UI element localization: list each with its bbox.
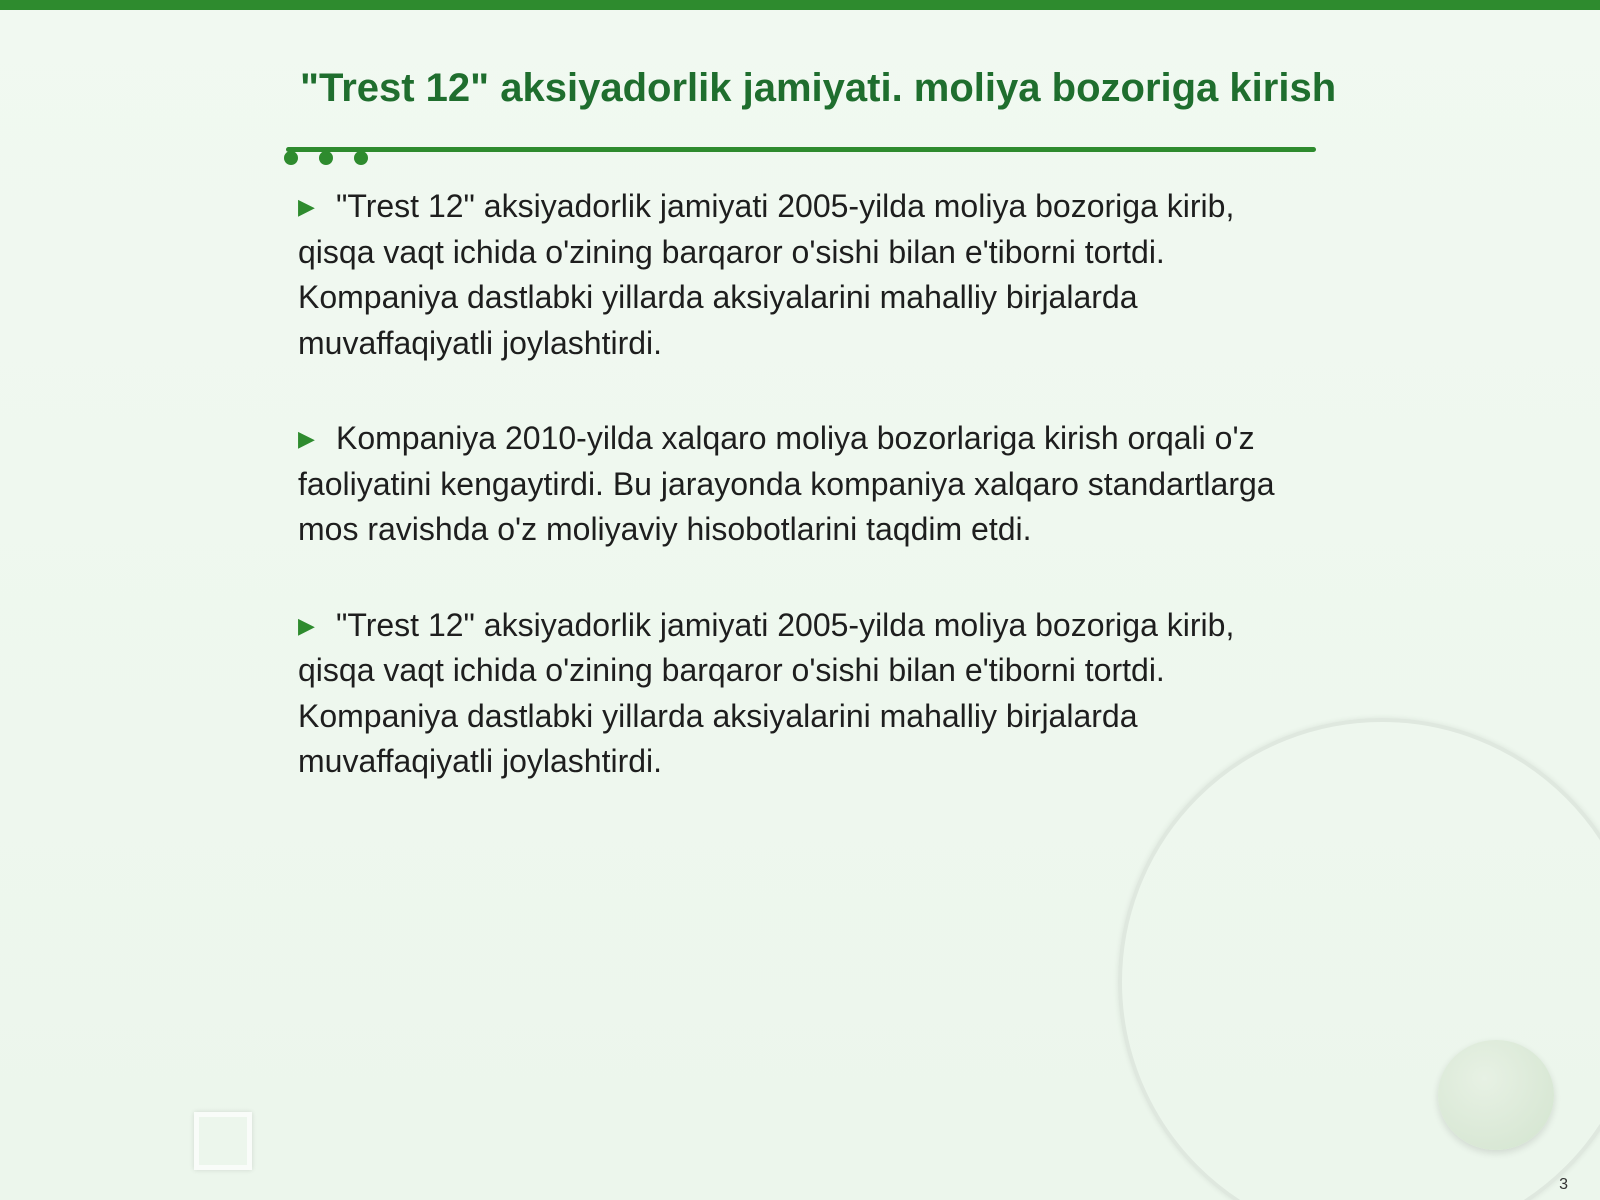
underline-dot-icon — [319, 151, 333, 165]
bullet-item — [298, 416, 1298, 553]
bullet-text: Kompaniya 2010-yilda xalqaro moliya bozorlariga kirish orqali o'z faoliyatini kengaytirdi. Bu jarayonda kompaniya xalqaro standartlarga mos ravishda o'z moliyaviy hisobotlarini taqdim etdi. — [298, 420, 1275, 547]
page-number: 3 — [1559, 1176, 1568, 1193]
bullet-text: "Trest 12" aksiyadorlik jamiyati 2005-yilda moliya bozoriga kirib, qisqa vaqt ichida o'zining barqaror o'sishi bilan e'tiborni tortdi. Kompaniya dastlabki yillarda aksiyalarini mahalliy birjalarda muvaffaqiyatli joylashtirdi. — [298, 188, 1235, 361]
bullet-text: "Trest 12" aksiyadorlik jamiyati 2005-yilda moliya bozoriga kirib, qisqa vaqt ichida o'zining barqaror o'sishi bilan e'tiborni tortdi. Kompaniya dastlabki yillarda aksiyalarini mahalliy birjalarda muvaffaqiyatli joylashtirdi. — [298, 606, 1235, 779]
slide-title: "Trest 12" aksiyadorlik jamiyati. moliya bozoriga kirish — [300, 66, 1337, 110]
triangle-bullet-icon: ▶ — [298, 194, 315, 219]
bullet-item — [298, 603, 1298, 785]
decorative-circle — [1438, 1040, 1554, 1150]
underline-dot-icon — [284, 151, 298, 165]
title-underline — [286, 147, 1316, 152]
decorative-square — [194, 1112, 252, 1170]
triangle-bullet-icon: ▶ — [298, 426, 315, 451]
bullet-item — [298, 184, 1298, 366]
triangle-bullet-icon: ▶ — [298, 612, 315, 638]
underline-dot-icon — [354, 151, 368, 165]
top-accent-bar — [0, 0, 1600, 10]
bullet-list — [298, 184, 1298, 835]
